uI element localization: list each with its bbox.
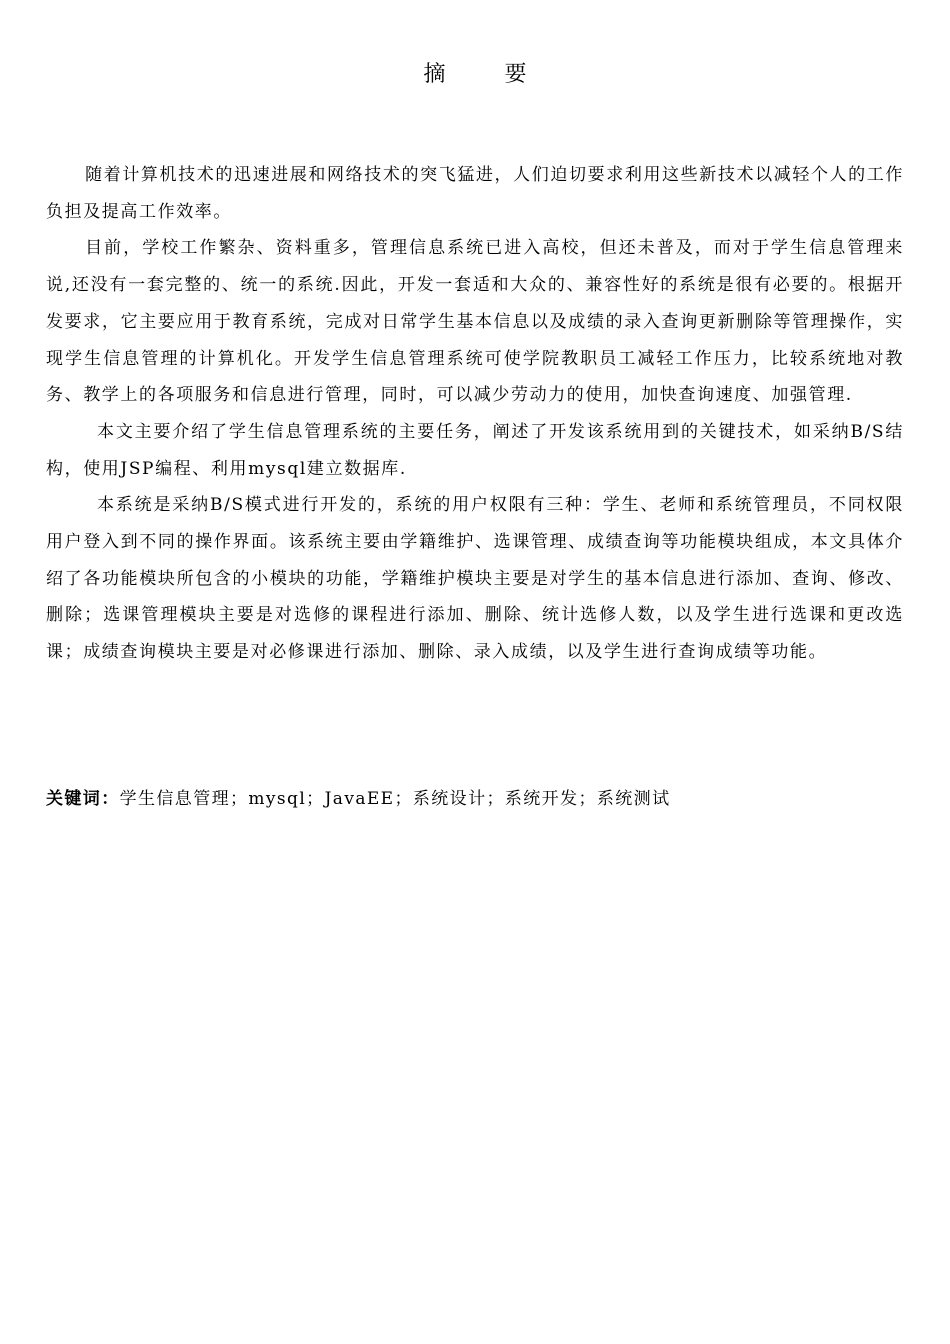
keywords-label: 关键词： — [46, 789, 120, 809]
paragraph-2: 目前，学校工作繁杂、资料重多，管理信息系统已进入高校，但还未普及，而对于学生信息管理来说,还没有一套完整的、统一的系统.因此，开发一套适和大众的、兼容性好的系统是很有必要的。根据开发要求，它主要应用于教育系统，完成对日常学生基本信息以及成绩的录入查询更新删除等管理操作，实现学生信息管理的计算机化。开发学生信息管理系统可使学院教职员工减轻工作压力，比较系统地对教务、教学上的各项服务和信息进行管理，同时，可以减少劳动力的使用，加快查询速度、加强管理. — [46, 238, 904, 406]
abstract-title: 摘 要 — [423, 62, 553, 87]
keywords-line — [46, 781, 904, 817]
paragraph-4: 本系统是采纳B/S模式进行开发的，系统的用户权限有三种：学生、老师和系统管理员，不同权限用户登入到不同的操作界面。该系统主要由学籍维护、选课管理、成绩查询等功能模块组成，本文具体介绍了各功能模块所包含的小模块的功能，学籍维护模块主要是对学生的基本信息进行添加、查询、修改、删除；选课管理模块主要是对选修的课程进行添加、删除、统计选修人数，以及学生进行选课和更改选课；成绩查询模块主要是对必修课进行添加、删除、录入成绩，以及学生进行查询成绩等功能。 — [46, 495, 904, 663]
paragraph-3: 本文主要介绍了学生信息管理系统的主要任务，阐述了开发该系统用到的关键技术，如采纳B/S结构，使用JSP编程、利用mysql建立数据库. — [46, 421, 904, 479]
keywords-text: 学生信息管理；mysql；JavaEE；系统设计；系统开发；系统测试 — [119, 789, 671, 809]
paragraph-1: 随着计算机技术的迅速进展和网络技术的突飞猛进，人们迫切要求利用这些新技术以减轻个人的工作负担及提高工作效率。 — [46, 165, 904, 222]
abstract-body — [46, 157, 904, 671]
